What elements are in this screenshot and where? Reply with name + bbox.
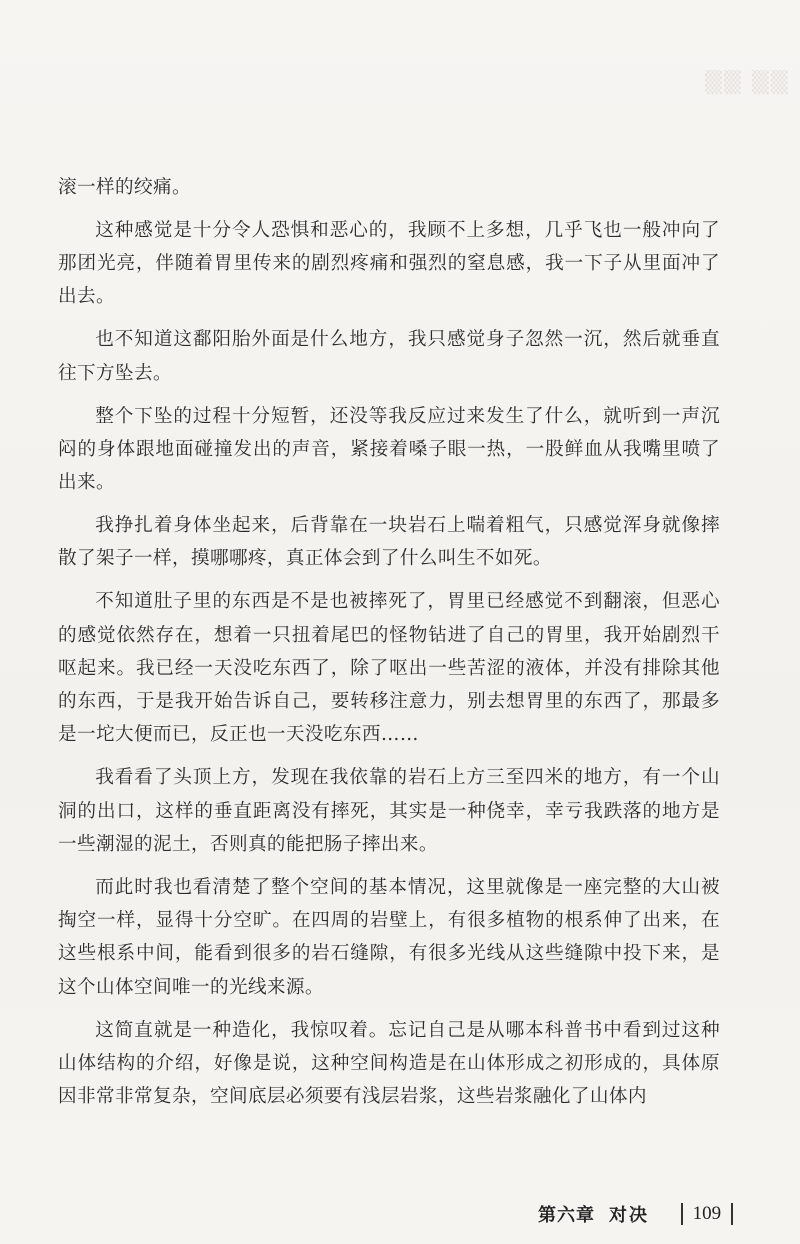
page-footer — [538, 1200, 733, 1228]
body-text — [58, 171, 720, 1123]
paragraph-3: 也不知道这鄱阳胎外面是什么地方，我只感觉身子忽然一沉，然后就垂直往下方坠去。 — [58, 329, 720, 384]
paragraph-9: 这简直就是一种造化，我惊叹着。忘记自己是从哪本科普书中看到过这种山体结构的介绍，好像是说，这种空间构造是在山体形成之初形成的，具体原因非常非常复杂，空间底层必须要有浅层岩浆，这些岩浆融化了山体内 — [58, 1019, 720, 1108]
page-number: 109 — [692, 1203, 722, 1224]
paragraph-6: 不知道肚子里的东西是不是也被摔死了，胃里已经感觉不到翻滚，但恶心的感觉依然存在，想着一只扭着尾巴的怪物钻进了自己的胃里，我开始剧烈干呕起来。我已经一天没吃东西了，除了呕出一些苦涩的液体，并没有排除其他的东西，于是我开始告诉自己，要转移注意力，别去想胃里的东西了，那最多是一坨大便而已，反正也一天没吃东西…… — [58, 591, 720, 746]
bleed-through-shadow: ▒▒ ▒▒ — [705, 70, 790, 95]
section-title: 对决 — [609, 1205, 649, 1226]
footer-divider-left — [681, 1203, 683, 1225]
footer-divider-right — [731, 1203, 733, 1225]
chapter-label: 第六章 — [538, 1205, 595, 1226]
paragraph-1-continued: 滚一样的绞痛。 — [58, 177, 191, 198]
paragraph-5: 我挣扎着身体坐起来，后背靠在一块岩石上喘着粗气，只感觉浑身就像摔散了架子一样，摸哪哪疼，真正体会到了什么叫生不如死。 — [58, 515, 720, 570]
paragraph-4: 整个下坠的过程十分短暂，还没等我反应过来发生了什么，就听到一声沉闷的身体跟地面碰撞发出的声音，紧接着嗓子眼一热，一股鲜血从我嘴里喷了出来。 — [58, 405, 720, 494]
paragraph-2: 这种感觉是十分令人恐惧和恶心的，我顾不上多想，几乎飞也一般冲向了那团光亮，伴随着胃里传来的剧烈疼痛和强烈的窒息感，我一下子从里面冲了出去。 — [58, 219, 720, 308]
paragraph-8: 而此时我也看清楚了整个空间的基本情况，这里就像是一座完整的大山被掏空一样，显得十分空旷。在四周的岩壁上，有很多植物的根系伸了出来，在这些根系中间，能看到很多的岩石缝隙，有很多光线从这些缝隙中投下来，是这个山体空间唯一的光线来源。 — [58, 876, 720, 998]
paragraph-7: 我看看了头顶上方，发现在我依靠的岩石上方三至四米的地方，有一个山洞的出口，这样的垂直距离没有摔死，其实是一种侥幸，幸亏我跌落的地方是一些潮湿的泥土，否则真的能把肠子摔出来。 — [58, 767, 720, 855]
